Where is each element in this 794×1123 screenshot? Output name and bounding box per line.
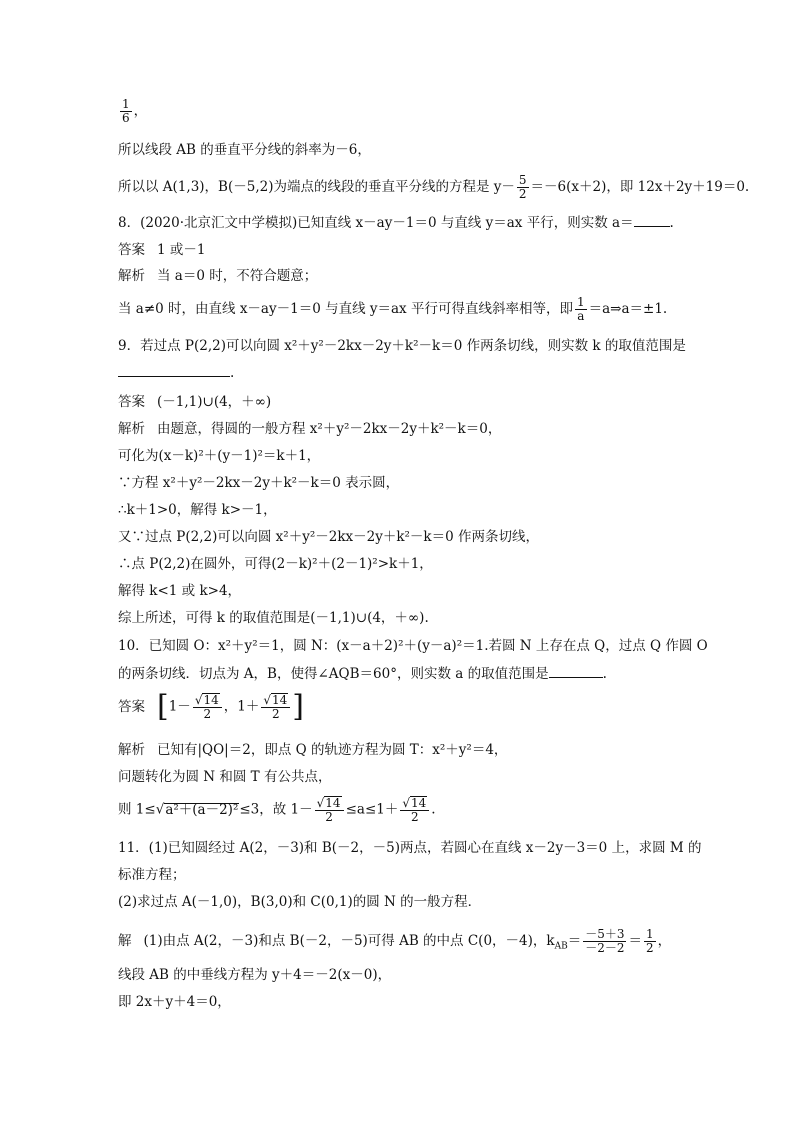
- analysis-10: 解析 已知有|QO|＝2，即点 Q 的轨迹方程为圆 T：x²＋y²＝4，: [118, 742, 508, 758]
- text-line: 所以以 A(1,3)，B(－5,2)为端点的线段的垂直平分线的方程是 y－ $\frac{5}{2}$ ＝－6(x＋2)，即 12x＋2y＋19＝0.: [118, 173, 750, 201]
- text-line: 所以线段 AB 的垂直平分线的斜率为－6，: [118, 142, 371, 158]
- answer-blank: [549, 663, 603, 678]
- question-9-blank-line: .: [118, 362, 234, 383]
- text-line: 可化为(x－k)²＋(y－1)²＝k＋1，: [118, 448, 321, 464]
- question-10-cont: 的两条切线．切点为 A，B，使得∠AQB＝60°，则实数 a 的取值范围是 .: [118, 663, 607, 684]
- answer-9: 答案 (－1,1)∪(4，＋∞): [118, 394, 272, 410]
- text-line: 即 2x＋y＋4＝0，: [118, 994, 231, 1010]
- text-line: 线段 AB 的中垂线方程为 y＋4＝－2(x－0)，: [118, 967, 392, 983]
- fraction: $\frac{√14}{2}$: [193, 693, 222, 721]
- fraction: $\frac{√14}{2}$: [315, 796, 344, 824]
- question-10: 10．已知圆 O：x²＋y²＝1，圆 N：(x－a＋2)²＋(y－a)²＝1.若圆 N 上存在点 Q，过点 Q 作圆 O: [118, 638, 708, 654]
- analysis-9: 解析 由题意，得圆的一般方程 x²＋y²－2kx－2y＋k²－k＝0，: [118, 421, 502, 437]
- answer-blank: [118, 362, 230, 377]
- fraction: $\frac{1}{6}$: [122, 97, 130, 125]
- text-line: 解得 k<1 或 k>4，: [118, 583, 242, 599]
- text-line: 则 1≤√a²＋(a－2)²≤3，故 1－ $\frac{√14}{2}$ ≤a≤1＋ $\frac{√14}{2}$ .: [118, 796, 436, 824]
- text-line: ∵方程 x²＋y²－2kx－2y＋k²－k＝0 表示圆，: [118, 475, 400, 491]
- fraction: $\frac{5}{2}$: [518, 173, 527, 201]
- line-fraction-tail: $\frac{1}{6}$ ，: [122, 97, 148, 125]
- analysis-8: 解析 当 a＝0 时，不符合题意；: [118, 268, 318, 284]
- text-line: ∴k＋1>0，解得 k>－1，: [118, 502, 277, 518]
- text-line: (2)求过点 A(－1,0)，B(3,0)和 C(0,1)的圆 N 的一般方程．: [118, 894, 482, 910]
- text-line: 标准方程；: [118, 867, 186, 883]
- fraction: $\frac{1}{2}$: [645, 927, 654, 955]
- question-8: 8．(2020·北京汇文中学模拟)已知直线 x－ay－1＝0 与直线 y＝ax 平行，则实数 a＝ .: [118, 212, 674, 233]
- fraction: $\frac{-5+3}{-2-2}$: [585, 927, 625, 955]
- answer-8: 答案 1 或－1: [118, 242, 206, 258]
- question-9: 9．若过点 P(2,2)可以向圆 x²＋y²－2kx－2y＋k²－k＝0 作两条切线，则实数 k 的取值范围是: [118, 338, 686, 354]
- text-line: 又∵过点 P(2,2)可以向圆 x²＋y²－2kx－2y＋k²－k＝0 作两条切线，: [118, 529, 539, 545]
- answer-10: 答案 [1－ $\frac{√14}{2}$ ，1＋ $\frac{√14}{2}$ ]: [118, 689, 304, 724]
- solution-11: 解 (1)由点 A(2，－3)和点 B(－2，－5)可得 AB 的中点 C(0，－4)，$k_{AB}=$ $\frac{-5+3}{-2-2}$ ＝ $\frac{1}{2}$ ，: [118, 927, 672, 955]
- fraction: $\frac{√14}{2}$: [400, 796, 429, 824]
- text-line: 综上所述，可得 k 的取值范围是(－1,1)∪(4，＋∞).: [118, 610, 429, 626]
- text-line: 当 a≠0 时，由直线 x－ay－1＝0 与直线 y＝ax 平行可得直线斜率相等，即 $\frac{1}{a}$ ＝a⇒a＝±1.: [118, 295, 668, 323]
- fraction: $\frac{√14}{2}$: [261, 693, 290, 721]
- answer-blank: [634, 212, 670, 227]
- text-line: 问题转化为圆 N 和圆 T 有公共点，: [118, 769, 332, 785]
- fraction: $\frac{1}{a}$: [576, 295, 585, 323]
- text-line: ∴点 P(2,2)在圆外，可得(2－k)²＋(2－1)²>k＋1，: [118, 556, 433, 572]
- question-11: 11．(1)已知圆经过 A(2，－3)和 B(－2，－5)两点，若圆心在直线 x－2y－3＝0 上，求圆 M 的: [118, 840, 702, 856]
